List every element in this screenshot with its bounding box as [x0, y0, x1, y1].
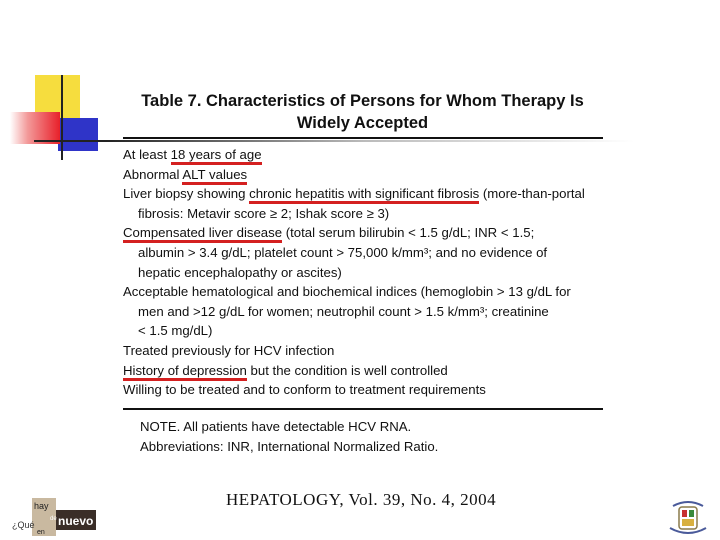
- table-row: [123, 165, 608, 185]
- table-row-continuation: albumin > 3.4 g/dL; platelet count > 75,000 k/mm³; and no evidence of: [138, 244, 548, 260]
- table-row: Treated previously for HCV infection: [123, 342, 335, 358]
- underlined-phrase: Compensated liver disease: [123, 225, 282, 243]
- table-title-line-1: Table 7. Characteristics of Persons for Whom Therapy Is: [141, 92, 584, 110]
- underlined-phrase: chronic hepatitis with significant fibrosis: [249, 186, 479, 204]
- table-row-continuation: men and >12 g/dL for women; neutrophil count > 1.5 k/mm³; creatinine: [138, 303, 549, 319]
- table-row-continuation: fibrosis: Metavir score ≥ 2; Ishak score ≥ 3): [138, 205, 390, 221]
- table-row: [123, 184, 608, 204]
- table-title: [125, 90, 600, 134]
- logo-que-text: ¿Qué: [12, 520, 35, 530]
- row-text: Liver biopsy showing: [123, 186, 250, 202]
- journal-citation: HEPATOLOGY, Vol. 39, No. 4, 2004: [226, 490, 497, 509]
- table-row: Acceptable hematological and biochemical indices (hemoglobin > 13 g/dL for: [123, 284, 571, 300]
- underlined-phrase: 18 years of age: [171, 147, 262, 165]
- table-row-continuation: hepatic encephalopathy or ascites): [138, 264, 342, 280]
- logo-nuevo-text: nuevo: [58, 514, 94, 528]
- decor-horizontal-line: [34, 140, 634, 142]
- que-hay-de-nuevo-logo: [10, 496, 98, 538]
- logo-de-text: de: [50, 516, 57, 522]
- logo-en-text: en: [37, 529, 45, 536]
- table-row: [123, 223, 608, 243]
- abbreviations-text: Abbreviations: INR, International Normalized Ratio.: [140, 438, 439, 454]
- table-row: Willing to be treated and to conform to treatment requirements: [123, 382, 486, 398]
- decor-blue-square: [58, 118, 98, 151]
- row-text: At least: [123, 147, 171, 162]
- row-text: (more-than-portal: [479, 186, 585, 202]
- table-row: [123, 361, 608, 381]
- table-row: [123, 145, 608, 165]
- row-text: Abnormal: [123, 166, 183, 182]
- logo-hay-text: hay: [34, 501, 49, 511]
- crest-logo: [665, 498, 711, 536]
- table-top-rule: [123, 137, 603, 139]
- table-body: [123, 145, 608, 400]
- table-row-continuation: < 1.5 mg/dL): [138, 323, 213, 339]
- note-text: NOTE. All patients have detectable HCV RNA.: [140, 419, 412, 434]
- underlined-phrase: History of depression: [123, 363, 247, 381]
- table-notes: [140, 417, 438, 456]
- row-text: but the condition is well controlled: [246, 362, 448, 378]
- underlined-phrase: ALT values: [182, 167, 247, 185]
- table-bottom-rule: [123, 408, 603, 410]
- row-text: (total serum bilirubin < 1.5 g/dL; INR < 1.5;: [282, 225, 535, 241]
- table-title-line-2: Widely Accepted: [296, 114, 429, 132]
- decor-vertical-line: [61, 75, 63, 160]
